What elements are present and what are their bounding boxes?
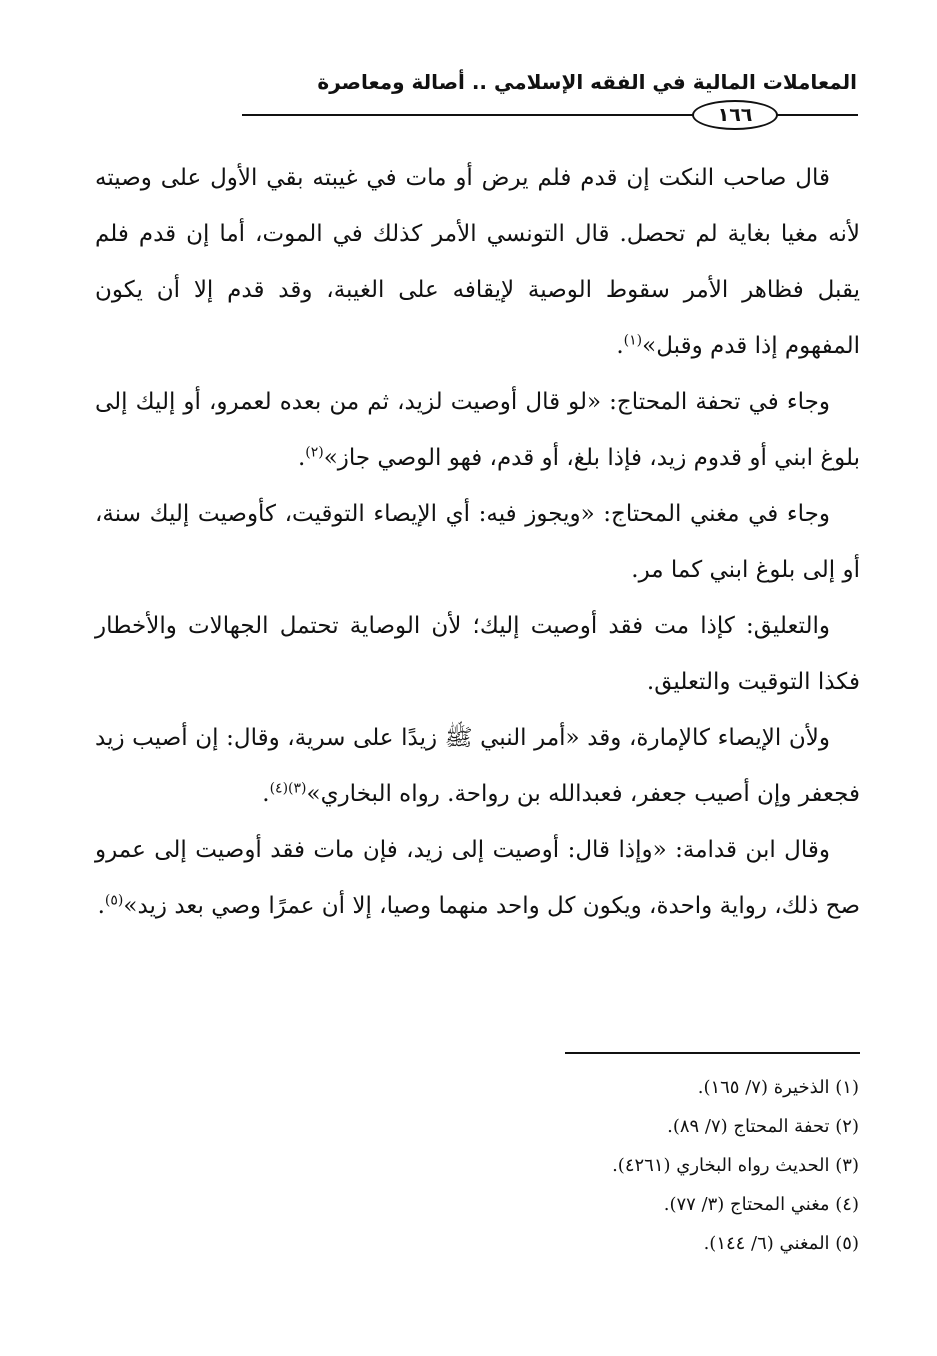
footnote-marker: (٣)(٤) (269, 780, 307, 797)
paragraph: وجاء في مغني المحتاج: «ويجوز فيه: أي الإيصاء التوقيت، كأوصيت إليك سنة، أو إلى بلوغ ابني كما مر. (95, 501, 860, 583)
paragraph: والتعليق: كإذا مت فقد أوصيت إليك؛ لأن الوصاية تحتمل الجهالات والأخطار فكذا التوقيت والتعليق. (95, 613, 860, 695)
main-text (95, 150, 860, 934)
header-rule-left (778, 114, 858, 116)
footnote: (٥) المغني (٦/ ١٤٤). (703, 1233, 859, 1254)
footnote-marker: (٢) (305, 444, 324, 461)
footnote-marker: (١) (623, 332, 643, 349)
paragraph: وقال ابن قدامة: «وإذا قال: أوصيت إلى زيد، فإن مات فقد أوصيت إلى عمرو صح ذلك، رواية واحدة، ويكون كل واحد منهما وصيا، إلا أن عمرًا وصي بعد زيد»$^{(٥)}$. (95, 837, 860, 919)
page-number: ١٦٦ (692, 100, 778, 130)
footnote-marker: (٥) (104, 892, 124, 909)
paragraph: ولأن الإيصاء كالإمارة، وقد «أمر النبي ﷺ زيدًا على سرية، وقال: إن أصيب زيد فجعفر وإن أصيب جعفر، فعبدالله بن رواحة. رواه البخاري»$^{(٣)(٤)}$. (95, 725, 860, 807)
paragraph: وجاء في تحفة المحتاج: «لو قال أوصيت لزيد، ثم من بعده لعمرو، أو إليك إلى بلوغ ابني أو قدوم زيد، فإذا بلغ، أو قدم، فهو الوصي جاز»$^{(٢)}$. (95, 389, 860, 471)
paragraph: قال صاحب النكت إن قدم فلم يرض أو مات في غيبته بقي الأول على وصيته لأنه مغيا بغاية لم تحصل. قال التونسي الأمر كذلك في الموت، أما إن قدم فلم يقبل فظاهر الأمر سقوط الوصية لإيقافه على الغيبة، وقد قدم إلا أن يكون المفهوم إذا قدم وقبل»$^{(١)}$. (95, 165, 860, 359)
footnote: (١) الذخيرة (٧/ ١٦٥). (697, 1077, 859, 1098)
footnote: (٤) مغني المحتاج (٣/ ٧٧). (663, 1194, 859, 1215)
footnote-separator (565, 1052, 860, 1054)
footnote: (٢) تحفة المحتاج (٧/ ٨٩). (667, 1116, 859, 1137)
footnotes (99, 1068, 859, 1263)
footnote: (٣) الحديث رواه البخاري (٤٢٦١). (612, 1155, 859, 1176)
running-header-title: المعاملات المالية في الفقه الإسلامي .. أصالة ومعاصرة (317, 70, 857, 94)
